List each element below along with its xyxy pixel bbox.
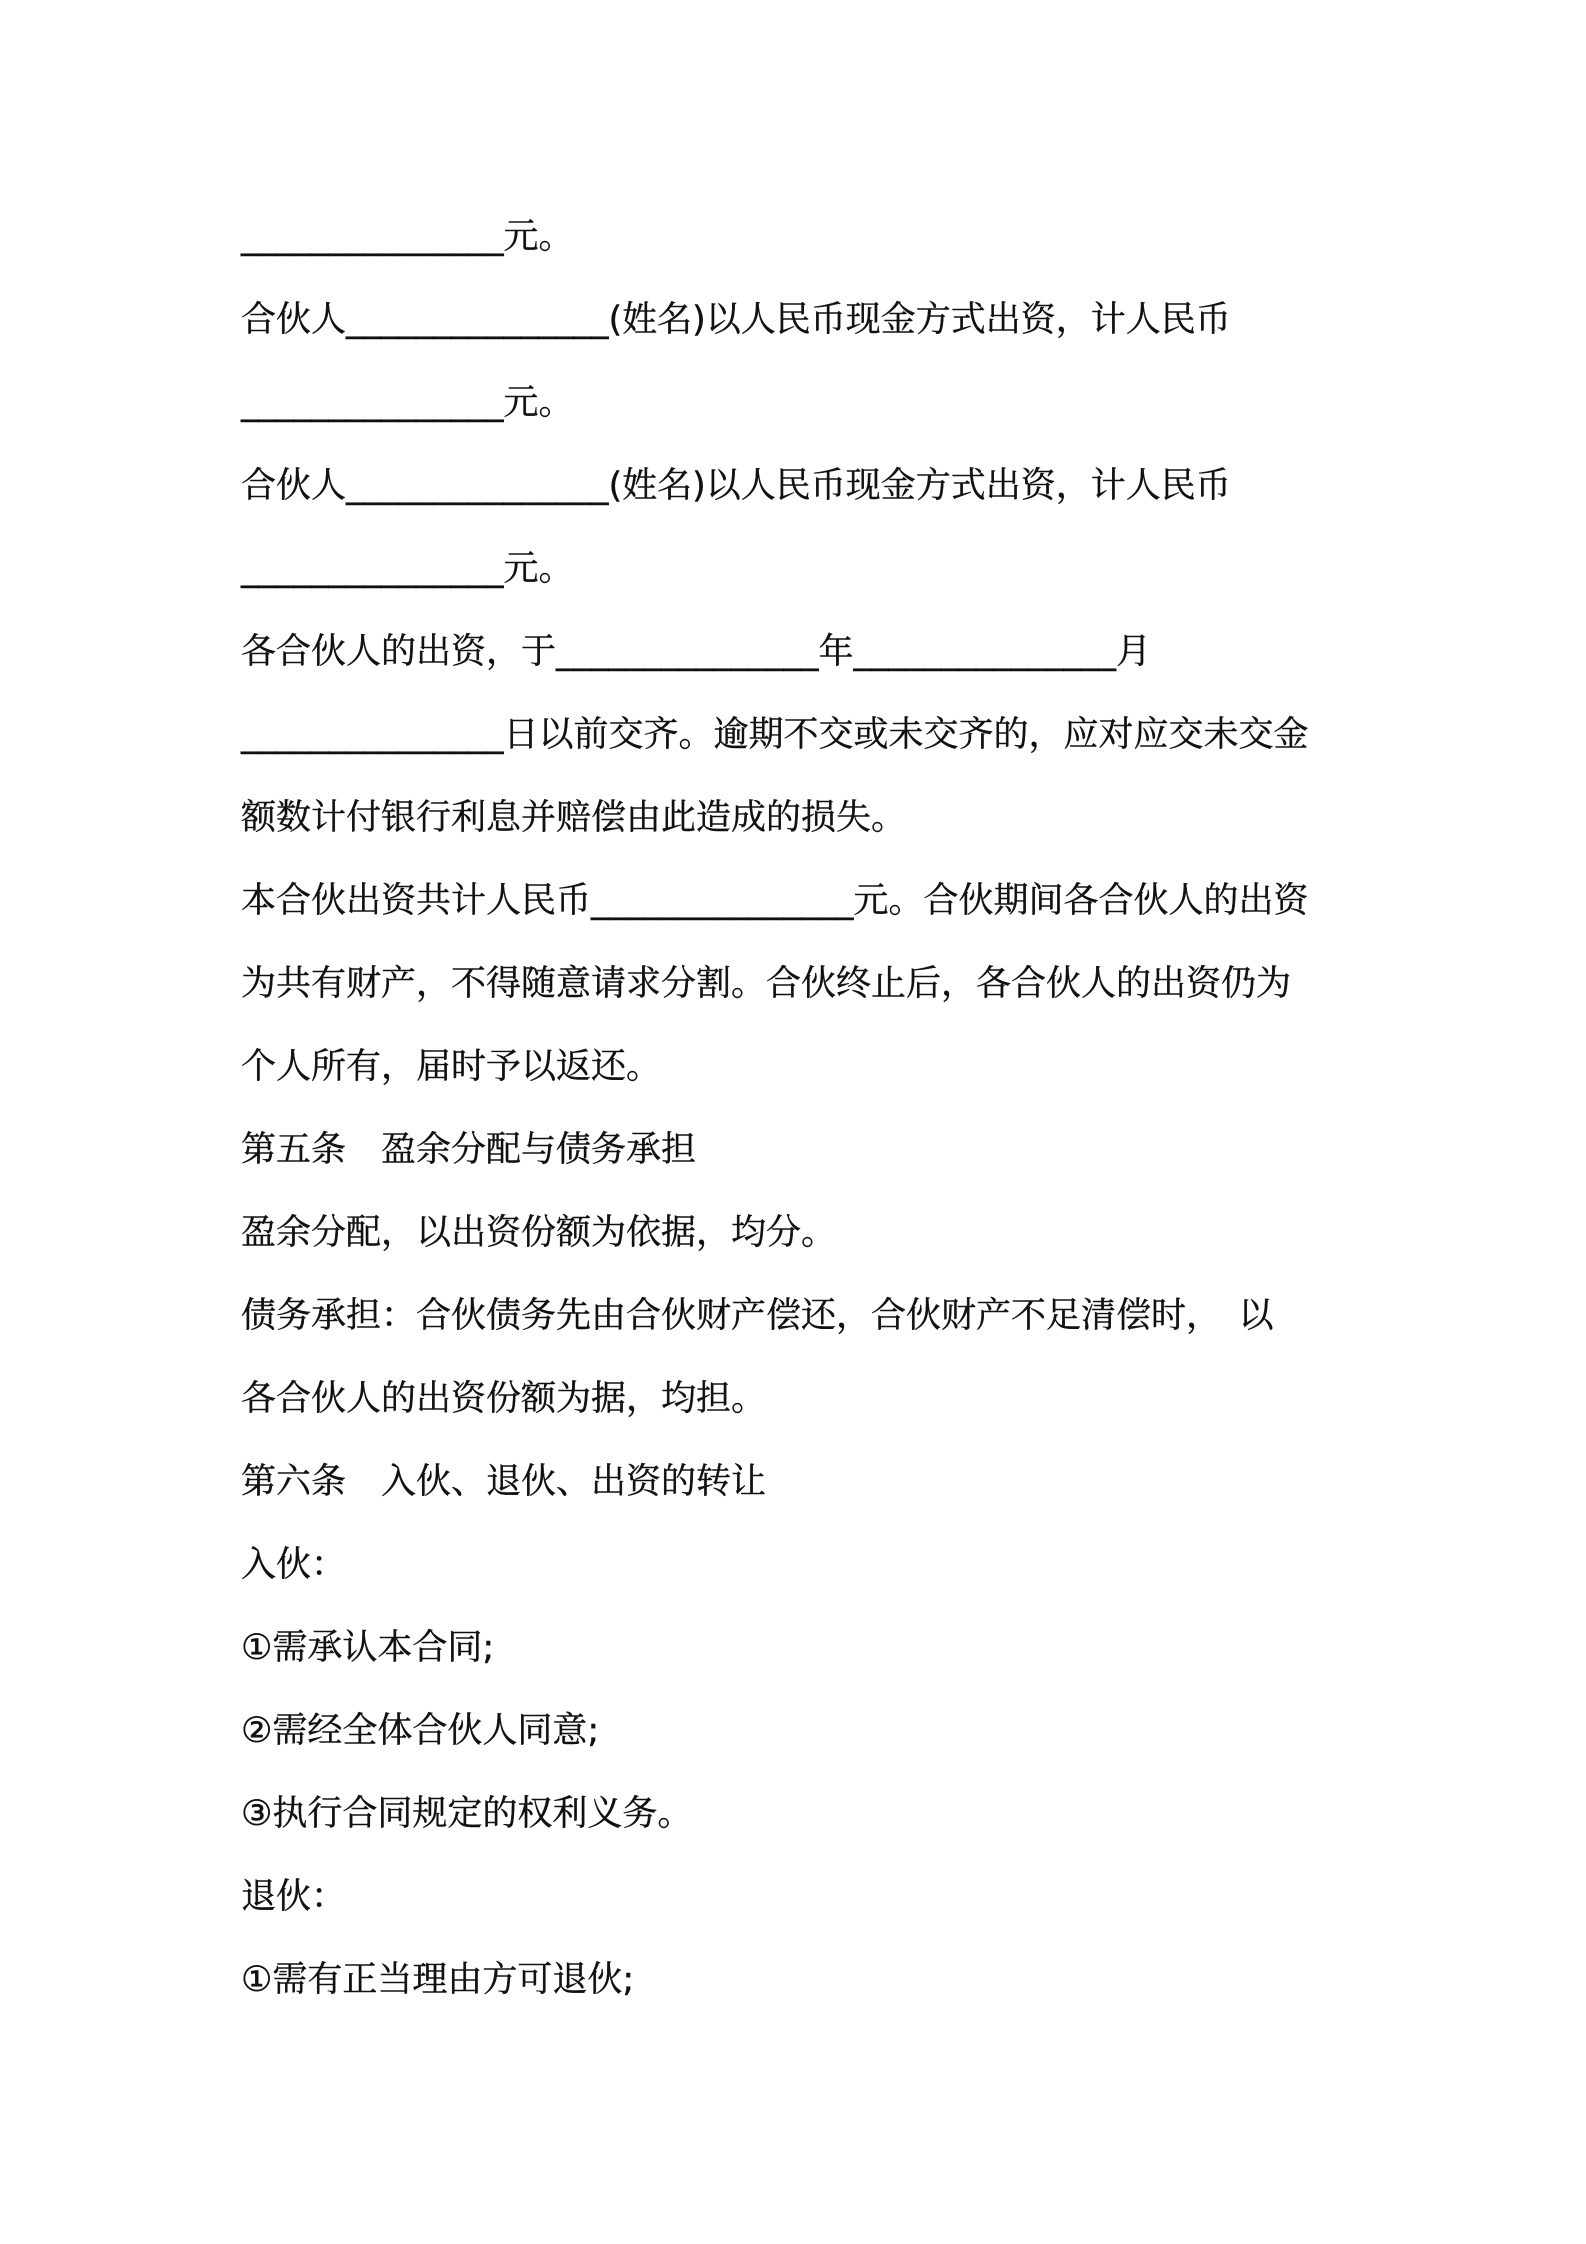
text-line: 本合伙出资共计人民币_______________元。合伙期间各合伙人的出资 <box>241 881 1309 921</box>
list-item: ①需有正当理由方可退伙; <box>241 1960 635 2000</box>
text-line: 个人所有，届时予以返还。 <box>241 1047 662 1087</box>
list-item: ②需经全体合伙人同意; <box>241 1711 600 1751</box>
text-line: _______________元。 <box>241 549 574 589</box>
text-line: 为共有财产，不得随意请求分割。合伙终止后，各合伙人的出资仍为 <box>241 964 1292 1004</box>
text-line: 盈余分配，以出资份额为依据，均分。 <box>241 1213 837 1253</box>
text-line: 债务承担：合伙债务先由合伙财产偿还，合伙财产不足清偿时， 以 <box>241 1296 1274 1336</box>
text-line: 各合伙人的出资，于_______________年_______________月 <box>241 632 1152 672</box>
list-item: ①需承认本合同; <box>241 1628 495 1668</box>
text-line: _______________元。 <box>241 383 574 423</box>
text-line: 入伙： <box>241 1545 347 1585</box>
list-item: ③执行合同规定的权利义务。 <box>241 1794 693 1834</box>
text-line: 合伙人_______________(姓名)以人民币现金方式出资，计人民币 <box>241 466 1231 506</box>
text-line: 额数计付银行利息并赔偿由此造成的损失。 <box>241 798 907 838</box>
text-line: _______________日以前交齐。逾期不交或未交齐的，应对应交未交金 <box>241 715 1309 755</box>
text-line: _______________元。 <box>241 217 574 257</box>
section-heading: 第六条 入伙、退伙、出资的转让 <box>241 1462 767 1502</box>
text-line: 各合伙人的出资份额为据，均担。 <box>241 1379 767 1419</box>
section-heading: 第五条 盈余分配与债务承担 <box>241 1130 697 1170</box>
document-body <box>241 196 1351 2022</box>
text-line: 退伙： <box>241 1877 347 1917</box>
text-line: 合伙人_______________(姓名)以人民币现金方式出资，计人民币 <box>241 300 1231 340</box>
